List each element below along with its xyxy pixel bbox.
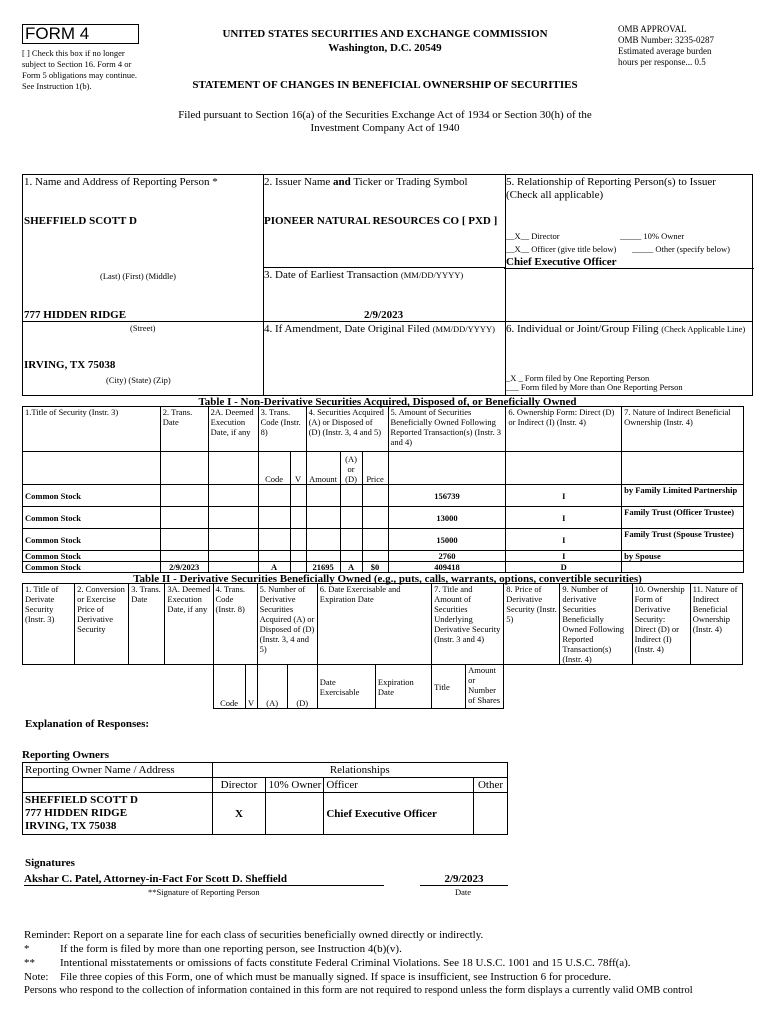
t1-cell: 15000 [388,529,506,551]
t1-amount: Amount [306,452,340,485]
table1-title: Table I - Non-Derivative Securities Acquired, Disposed of, or Beneficially Owned [198,396,577,408]
street-caption: (Street) [130,323,156,333]
box4-label [264,323,495,335]
t1-h7: 7. Nature of Indirect Beneficial Ownership (Instr. 4) [622,407,744,452]
box3-label-small: (MM/DD/YYYY) [400,270,464,280]
t2-h7: 7. Title and Amount of Securities Underlying Derivative Security (Instr. 3 and 4) [432,584,504,665]
reporting-grid [22,174,753,396]
reporting-owners-table [22,762,508,835]
ro-col-name: Reporting Owner Name / Address [23,763,213,778]
t1-price: Price [362,452,388,485]
t1-cell: I [506,507,622,529]
t1-cell: 2/9/2023 [160,562,208,573]
t2-h11: 11. Nature of Indirect Beneficial Ownership (Instr. 4) [690,584,742,665]
t2-h3a: 3A. Deemed Execution Date, if any [165,584,213,665]
ro-officer-title: Chief Executive Officer [324,793,474,835]
issuer-name: PIONEER NATURAL RESOURCES CO [ PXD ] [264,215,498,227]
t2-a: (A) [257,665,287,709]
filed-pursuant-line1: Filed pursuant to Section 16(a) of the Securities Exchange Act of 1934 or Section 30(h) of the [178,109,592,121]
table-row [23,529,744,551]
ro-col-officer: Officer [324,778,474,793]
box2-label-and: and [333,176,351,188]
filed-by-more-option[interactable]: ___ Form filed by More than One Reporting Person [506,382,683,392]
t1-h6: 6. Ownership Form: Direct (D) or Indirect (I) (Instr. 4) [506,407,622,452]
signatures-label: Signatures [25,857,75,869]
name-caption: (Last) (First) (Middle) [100,271,177,281]
box2-label [264,176,468,188]
footer-star1 [24,942,764,956]
footer-star1-mark: * [24,943,30,955]
footer-note-mark: Note: [24,971,49,983]
omb-line: Estimated average burden [618,46,712,56]
t1-cell: Family Trust (Spouse Trustee) [622,529,744,551]
reporting-person-name: SHEFFIELD SCOTT D [24,215,137,227]
t1-cell: Common Stock [23,507,161,529]
t1-cell: D [506,562,622,573]
t1-cell: 156739 [388,485,506,507]
box4-label-text: 4. If Amendment, Date Original Filed [264,323,430,335]
reporting-street: 777 HIDDEN RIDGE [24,309,127,321]
t1-cell: I [506,551,622,562]
table2-title: Table II - Derivative Securities Beneficially Owned (e.g., puts, calls, warrants, options, convertible securities) [133,573,642,585]
ro-director-mark: X [212,793,266,835]
t1-cell: by Family Limited Partnership [622,485,744,507]
reporting-owners-label: Reporting Owners [22,749,110,761]
t1-cell [622,562,744,573]
ro-owner-line: 777 HIDDEN RIDGE [25,807,128,819]
ro-owner-address [23,793,213,835]
signer-name: Akshar C. Patel, Attorney-in-Fact For Scott D. Sheffield [24,873,384,886]
t2-date-ex: Date Exercisable [317,665,375,709]
agency-name: UNITED STATES SECURITIES AND EXCHANGE COMMISSION [222,28,548,40]
footer-note-text: File three copies of this Form, one of which must be manually signed. If space is insufficient, see Instruction 6 for procedure. [60,971,612,983]
ro-owner-line: IRVING, TX 75038 [25,820,117,832]
statement-title: STATEMENT OF CHANGES IN BENEFICIAL OWNERSHIP OF SECURITIES [192,79,578,91]
t1-cell: Common Stock [23,562,161,573]
agency-location: Washington, D.C. 20549 [328,42,442,54]
t2-exp: Expiration Date [375,665,431,709]
city-caption: (City) (State) (Zip) [106,375,171,385]
t2-h1: 1. Title of Derivate Security (Instr. 3) [23,584,75,665]
box6-label [506,323,751,335]
t1-cell: Family Trust (Officer Trustee) [622,507,744,529]
t1-h1: 1.Title of Security (Instr. 3) [23,407,161,452]
footer-persons: Persons who respond to the collection of information contained in this form are not required to respond unless the form displays a currently valid OMB control [24,985,693,996]
footer-star1-text: If the form is filed by more than one reporting person, see Instruction 4(b)(v). [60,943,402,955]
officer-check[interactable]: __X__ Officer (give title below) [506,244,617,254]
box6-label-small: (Check Applicable Line) [661,324,746,334]
table1 [22,406,744,573]
explanation-label: Explanation of Responses: [25,718,150,730]
footer-star2 [24,956,764,970]
t1-cell: A [340,562,362,573]
t2-code: Code [213,665,245,709]
box2-label-pre: 2. Issuer Name [264,176,334,188]
box3-label [264,269,463,281]
t1-cell: by Spouse [622,551,744,562]
other-check[interactable]: _____ Other (specify below) [632,244,730,254]
ro-col-other: Other [473,778,507,793]
t1-cell: Common Stock [23,529,161,551]
t1-h3: 3. Trans. Code (Instr. 8) [258,407,306,452]
table2 [22,583,743,709]
t1-v: V [290,452,306,485]
table-row [23,507,744,529]
check-box-text: [ ] Check this box if no longer subject to Section 16. Form 4 or Form 5 obligations may continue. See Instruction 1(b). [22,48,137,91]
earliest-transaction-date: 2/9/2023 [364,309,404,321]
t1-cell: I [506,485,622,507]
t2-h2: 2. Conversion or Exercise Price of Derivative Security [75,584,129,665]
t1-cell: Common Stock [23,485,161,507]
filed-pursuant-line2: Investment Company Act of 1940 [310,122,460,134]
table-row [23,485,744,507]
box4-label-small: (MM/DD/YYYY) [432,324,495,334]
ro-col-ten: 10% Owner [266,778,324,793]
omb-line: hours per response... 0.5 [618,57,706,67]
t1-cell: 2760 [388,551,506,562]
omb-line: OMB APPROVAL [618,24,687,34]
t1-cell: 409418 [388,562,506,573]
signature-date: 2/9/2023 [420,873,508,886]
t2-h4: 4. Trans. Code (Instr. 8) [213,584,257,665]
director-check[interactable]: __X__ Director [506,231,560,241]
t1-h4: 4. Securities Acquired (A) or Disposed of (D) (Instr. 3, 4 and 5) [306,407,388,452]
t2-h3: 3. Trans. Date [129,584,165,665]
t1-aord: (A) or (D) [340,452,362,485]
omb-line: OMB Number: 3235-0287 [618,35,714,45]
t2-h8: 8. Price of Derivative Security (Instr. 5) [504,584,560,665]
t1-h2a: 2A. Deemed Execution Date, if any [208,407,258,452]
omb-approval [618,24,758,68]
t2-d: (D) [287,665,317,709]
t1-code: Code [258,452,290,485]
form-title: FORM 4 [25,24,90,43]
officer-title: Chief Executive Officer [506,256,617,268]
t1-h5: 5. Amount of Securities Beneficially Owned Following Reported Transaction(s) (Instr. 3 and 4) [388,407,506,452]
reporting-city: IRVING, TX 75038 [24,359,116,371]
footer [24,928,764,998]
box2-label-post: Ticker or Trading Symbol [350,176,468,188]
t1-h2: 2. Trans. Date [160,407,208,452]
ro-owner-line: SHEFFIELD SCOTT D [25,794,138,806]
box6-label-text: 6. Individual or Joint/Group Filing [506,323,659,335]
footer-reminder: Reminder: Report on a separate line for each class of securities beneficially owned directly or indirectly. [24,929,484,941]
t2-h10: 10. Ownership Form of Derivative Security: Direct (D) or Indirect (I) (Instr. 4) [632,584,690,665]
t2-amount: Amount or Number of Shares [466,665,504,709]
t2-title: Title [432,665,466,709]
t1-cell: I [506,529,622,551]
footer-note [24,970,764,984]
table-row [23,551,744,562]
filed-by-one-option[interactable]: _X _ Form filed by One Reporting Person [506,373,650,383]
footer-star2-mark: ** [24,957,35,969]
box1-label: 1. Name and Address of Reporting Person * [24,176,218,188]
t2-h5: 5. Number of Derivative Securities Acquired (A) or Disposed of (D) (Instr. 3, 4 and 5) [257,584,317,665]
ro-col-director: Director [212,778,266,793]
form-title-box [22,24,139,44]
signer-caption: **Signature of Reporting Person [148,887,260,897]
signature-date-caption: Date [455,887,472,897]
t1-cell: Common Stock [23,551,161,562]
t1-cell: 13000 [388,507,506,529]
ten-percent-owner-check[interactable]: _____ 10% Owner [620,231,685,241]
t2-h9: 9. Number of derivative Securities Beneficially Owned Following Reported Transaction(s) (Instr. 4) [560,584,632,665]
t1-cell: 21695 [306,562,340,573]
box3-label-text: 3. Date of Earliest Transaction [264,269,399,281]
box5-label2: (Check all applicable) [506,189,604,201]
t2-v: V [245,665,257,709]
t1-cell: $0 [362,562,388,573]
t1-cell: A [258,562,290,573]
box5-label: 5. Relationship of Reporting Person(s) to Issuer [506,176,716,188]
t2-h6: 6. Date Exercisable and Expiration Date [317,584,431,665]
footer-star2-text: Intentional misstatements or omissions of facts constitute Federal Criminal Violations. See 18 U.S.C. 1001 and 15 U.S.C. 78ff(a). [60,957,631,969]
ro-col-rel: Relationships [212,763,507,778]
table-row [23,562,744,573]
